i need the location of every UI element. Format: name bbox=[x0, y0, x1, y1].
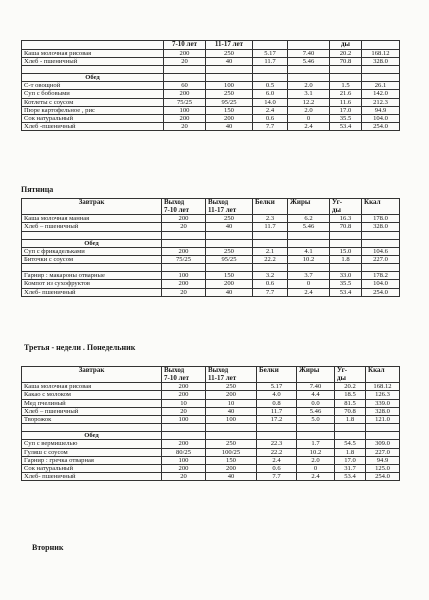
table-row bbox=[22, 456, 400, 464]
value-cell: 104.6 bbox=[362, 247, 400, 255]
value-cell: 10.2 bbox=[297, 448, 335, 456]
value-cell: 14.0 bbox=[253, 98, 288, 106]
dish-name-cell: Какао с молоком bbox=[22, 391, 162, 399]
value-cell: 7.7 bbox=[257, 473, 297, 481]
value-cell: 7.40 bbox=[288, 49, 330, 57]
table-row bbox=[22, 57, 400, 65]
value-cell: 200 bbox=[164, 115, 206, 123]
value-cell: 5.17 bbox=[253, 49, 288, 57]
value-cell: 17.2 bbox=[257, 416, 297, 424]
day-heading-friday: Пятница bbox=[21, 185, 54, 194]
dish-name-cell: Творожок bbox=[22, 416, 162, 424]
header-cell: Выход 11-17 лет bbox=[206, 199, 253, 215]
value-cell: 26.1 bbox=[362, 82, 400, 90]
value-cell: 200 bbox=[162, 247, 206, 255]
value-cell: 20.2 bbox=[335, 383, 366, 391]
dish-name-cell: Хлеб - пшеничный bbox=[22, 57, 164, 65]
table-row bbox=[22, 247, 400, 255]
value-cell: 18.5 bbox=[335, 391, 366, 399]
value-cell: 1.8 bbox=[335, 448, 366, 456]
value-cell: 100 bbox=[162, 272, 206, 280]
value-cell: 150 bbox=[206, 456, 257, 464]
value-cell: 10 bbox=[162, 399, 206, 407]
value-cell: 250 bbox=[206, 383, 257, 391]
header-cell: Выход 11-17 лет bbox=[206, 367, 257, 383]
value-cell: 22.2 bbox=[257, 448, 297, 456]
value-cell: 2.4 bbox=[288, 288, 330, 296]
value-cell: 0.8 bbox=[257, 399, 297, 407]
value-cell: 328.0 bbox=[362, 223, 400, 231]
value-cell: 20 bbox=[162, 223, 206, 231]
value-cell: 1.5 bbox=[330, 82, 362, 90]
table-header-row bbox=[22, 41, 400, 50]
header-age-11-17: 11-17 лет bbox=[206, 41, 253, 50]
header-cell: Завтрак bbox=[22, 199, 162, 215]
dish-name-cell: С-т овощной bbox=[22, 82, 164, 90]
value-cell: 212.3 bbox=[362, 98, 400, 106]
value-cell: 0 bbox=[288, 115, 330, 123]
value-cell: 2.0 bbox=[297, 456, 335, 464]
table-row bbox=[22, 106, 400, 114]
dish-name-cell: Пюре картофельное , рис bbox=[22, 106, 164, 114]
value-cell: 17.0 bbox=[330, 106, 362, 114]
value-cell: 328.0 bbox=[366, 407, 400, 415]
value-cell: 20 bbox=[162, 407, 206, 415]
value-cell: 250 bbox=[206, 247, 253, 255]
value-cell: 100/25 bbox=[206, 448, 257, 456]
value-cell: 0.0 bbox=[297, 399, 335, 407]
table-row bbox=[22, 399, 400, 407]
value-cell: 60 bbox=[164, 82, 206, 90]
dish-name-cell: Суп с бобовыми bbox=[22, 90, 164, 98]
value-cell: 70.8 bbox=[330, 57, 362, 65]
value-cell: 121.0 bbox=[366, 416, 400, 424]
value-cell: 70.8 bbox=[330, 223, 362, 231]
dish-name-cell: Хлеб- пшеничный bbox=[22, 288, 162, 296]
table-row bbox=[22, 256, 400, 264]
value-cell: 20 bbox=[162, 288, 206, 296]
table-row bbox=[22, 90, 400, 98]
value-cell: 178.2 bbox=[362, 272, 400, 280]
dish-name-cell: Сок натуральный bbox=[22, 115, 164, 123]
value-cell: 0.6 bbox=[257, 465, 297, 473]
value-cell: 53.4 bbox=[335, 473, 366, 481]
dish-name-cell: Мед пчелиный bbox=[22, 399, 162, 407]
value-cell: 2.0 bbox=[288, 106, 330, 114]
value-cell: 94.9 bbox=[366, 456, 400, 464]
value-cell: 4.1 bbox=[288, 247, 330, 255]
value-cell: 200 bbox=[206, 115, 253, 123]
value-cell: 70.8 bbox=[335, 407, 366, 415]
value-cell: 22.2 bbox=[253, 256, 288, 264]
dish-name-cell: Гуляш с соусом bbox=[22, 448, 162, 456]
section-row bbox=[22, 239, 400, 247]
value-cell: 0.6 bbox=[253, 115, 288, 123]
value-cell: 1.8 bbox=[335, 416, 366, 424]
header-carbs: ды bbox=[330, 41, 362, 50]
value-cell: 2.4 bbox=[288, 123, 330, 131]
value-cell: 100 bbox=[162, 416, 206, 424]
table-row bbox=[22, 215, 400, 223]
dish-name-cell: Каша молочная рисовая bbox=[22, 383, 162, 391]
value-cell: 40 bbox=[206, 57, 253, 65]
value-cell: 200 bbox=[162, 280, 206, 288]
table-row bbox=[22, 272, 400, 280]
value-cell: 178.0 bbox=[362, 215, 400, 223]
table-row bbox=[22, 98, 400, 106]
dish-name-cell: Гарнир : макароны отварные bbox=[22, 272, 162, 280]
value-cell: 11.7 bbox=[253, 223, 288, 231]
value-cell: 104.0 bbox=[362, 280, 400, 288]
dish-name-cell: Каша молочная рисовая bbox=[22, 49, 164, 57]
value-cell: 227.0 bbox=[362, 256, 400, 264]
value-cell: 10.2 bbox=[288, 256, 330, 264]
value-cell: 21.6 bbox=[330, 90, 362, 98]
value-cell: 328.0 bbox=[362, 57, 400, 65]
table-row bbox=[22, 473, 400, 481]
table-header-row bbox=[22, 367, 400, 383]
value-cell: 254.0 bbox=[362, 288, 400, 296]
value-cell: 200 bbox=[162, 440, 206, 448]
value-cell: 2.3 bbox=[253, 215, 288, 223]
value-cell: 339.0 bbox=[366, 399, 400, 407]
value-cell: 15.0 bbox=[330, 247, 362, 255]
value-cell: 54.5 bbox=[335, 440, 366, 448]
value-cell: 7.40 bbox=[297, 383, 335, 391]
value-cell: 4.0 bbox=[257, 391, 297, 399]
table-row bbox=[22, 280, 400, 288]
value-cell: 100 bbox=[162, 456, 206, 464]
friday-menu-table bbox=[21, 198, 400, 297]
value-cell: 200 bbox=[162, 383, 206, 391]
value-cell: 4.4 bbox=[297, 391, 335, 399]
value-cell: 7.7 bbox=[253, 123, 288, 131]
header-cell: Выход 7-10 лет bbox=[162, 367, 206, 383]
value-cell: 0.6 bbox=[253, 280, 288, 288]
dish-name-cell: Каша молочная манная bbox=[22, 215, 162, 223]
value-cell: 150 bbox=[206, 272, 253, 280]
value-cell: 2.4 bbox=[297, 473, 335, 481]
value-cell: 2.4 bbox=[253, 106, 288, 114]
day-heading-tuesday: Вторник bbox=[32, 543, 64, 552]
value-cell: 5.17 bbox=[257, 383, 297, 391]
value-cell: 17.0 bbox=[335, 456, 366, 464]
value-cell: 31.7 bbox=[335, 465, 366, 473]
value-cell: 200 bbox=[164, 49, 206, 57]
value-cell: 100 bbox=[164, 106, 206, 114]
dish-name-cell: Биточки с соусом bbox=[22, 256, 162, 264]
value-cell: 2.0 bbox=[288, 82, 330, 90]
value-cell: 309.0 bbox=[366, 440, 400, 448]
value-cell: 150 bbox=[206, 106, 253, 114]
value-cell: 53.4 bbox=[330, 123, 362, 131]
value-cell: 7.7 bbox=[253, 288, 288, 296]
header-cell: Белки bbox=[257, 367, 297, 383]
value-cell: 20 bbox=[164, 123, 206, 131]
value-cell: 250 bbox=[206, 440, 257, 448]
header-cell: Уг- ды bbox=[330, 199, 362, 215]
header-cell: Ккал bbox=[362, 199, 400, 215]
value-cell: 95/25 bbox=[206, 98, 253, 106]
table-row bbox=[22, 440, 400, 448]
value-cell: 11.7 bbox=[257, 407, 297, 415]
header-age-7-10: 7-10 лет bbox=[164, 41, 206, 50]
value-cell: 254.0 bbox=[366, 473, 400, 481]
value-cell: 20 bbox=[164, 57, 206, 65]
value-cell: 100 bbox=[206, 82, 253, 90]
table-row bbox=[22, 82, 400, 90]
header-cell: Ккал bbox=[366, 367, 400, 383]
header-cell: Жиры bbox=[288, 199, 330, 215]
value-cell: 6.0 bbox=[253, 90, 288, 98]
dish-name-cell: Хлеб- пшеничный bbox=[22, 473, 162, 481]
header-cell: Уг- ды bbox=[335, 367, 366, 383]
value-cell: 2.4 bbox=[257, 456, 297, 464]
value-cell: 20.2 bbox=[330, 49, 362, 57]
dish-name-cell: Суп с вермишелью bbox=[22, 440, 162, 448]
value-cell: 33.0 bbox=[330, 272, 362, 280]
header-cell: Жиры bbox=[297, 367, 335, 383]
value-cell: 1.8 bbox=[330, 256, 362, 264]
table-row bbox=[22, 416, 400, 424]
value-cell: 35.5 bbox=[330, 280, 362, 288]
section-label: Обед bbox=[22, 74, 164, 82]
table-row bbox=[22, 391, 400, 399]
value-cell: 3.1 bbox=[288, 90, 330, 98]
value-cell: 40 bbox=[206, 288, 253, 296]
value-cell: 3.7 bbox=[288, 272, 330, 280]
table-row bbox=[22, 383, 400, 391]
header-cell: Завтрак bbox=[22, 367, 162, 383]
value-cell: 11.7 bbox=[253, 57, 288, 65]
value-cell: 16.3 bbox=[330, 215, 362, 223]
value-cell: 40 bbox=[206, 123, 253, 131]
section-row bbox=[22, 432, 400, 440]
value-cell: 5.46 bbox=[288, 223, 330, 231]
table-row bbox=[22, 288, 400, 296]
value-cell: 2.1 bbox=[253, 247, 288, 255]
value-cell: 104.0 bbox=[362, 115, 400, 123]
value-cell: 200 bbox=[164, 90, 206, 98]
table-row bbox=[22, 407, 400, 415]
table-row bbox=[22, 223, 400, 231]
section-label: Обед bbox=[22, 432, 162, 440]
value-cell: 40 bbox=[206, 407, 257, 415]
table-header-row bbox=[22, 199, 400, 215]
value-cell: 100 bbox=[206, 416, 257, 424]
header-cell: Белки bbox=[253, 199, 288, 215]
value-cell: 95/25 bbox=[206, 256, 253, 264]
value-cell: 40 bbox=[206, 473, 257, 481]
table-row bbox=[22, 115, 400, 123]
value-cell: 250 bbox=[206, 215, 253, 223]
section-label: Обед bbox=[22, 239, 162, 247]
value-cell: 22.3 bbox=[257, 440, 297, 448]
value-cell: 200 bbox=[162, 465, 206, 473]
value-cell: 80/25 bbox=[162, 448, 206, 456]
table-row bbox=[22, 49, 400, 57]
value-cell: 11.6 bbox=[330, 98, 362, 106]
value-cell: 1.7 bbox=[297, 440, 335, 448]
week-heading: Третья - недели . Понедельник bbox=[24, 343, 136, 352]
value-cell: 227.0 bbox=[366, 448, 400, 456]
value-cell: 200 bbox=[206, 465, 257, 473]
dish-name-cell: Хлеб – пшеничный bbox=[22, 407, 162, 415]
value-cell: 200 bbox=[206, 391, 257, 399]
value-cell: 126.3 bbox=[366, 391, 400, 399]
value-cell: 3.2 bbox=[253, 272, 288, 280]
value-cell: 168.12 bbox=[362, 49, 400, 57]
value-cell: 254.0 bbox=[362, 123, 400, 131]
value-cell: 0.5 bbox=[253, 82, 288, 90]
dish-name-cell: Хлеб -пшеничный bbox=[22, 123, 164, 131]
week3-monday-menu-table bbox=[21, 366, 400, 481]
value-cell: 94.9 bbox=[362, 106, 400, 114]
value-cell: 142.0 bbox=[362, 90, 400, 98]
section-row bbox=[22, 74, 400, 82]
top-menu-table bbox=[21, 40, 400, 131]
value-cell: 5.46 bbox=[288, 57, 330, 65]
value-cell: 81.5 bbox=[335, 399, 366, 407]
dish-name-cell: Компот из сухофруктов bbox=[22, 280, 162, 288]
value-cell: 40 bbox=[206, 223, 253, 231]
dish-name-cell: Суп с фрикадельками bbox=[22, 247, 162, 255]
header-cell: Выход 7-10 лет bbox=[162, 199, 206, 215]
dish-name-cell: Хлеб – пшеничный bbox=[22, 223, 162, 231]
value-cell: 0 bbox=[288, 280, 330, 288]
dish-name-cell: Котлеты с соусом bbox=[22, 98, 164, 106]
value-cell: 5.0 bbox=[297, 416, 335, 424]
table-row bbox=[22, 465, 400, 473]
dish-name-cell: Сок натуральный bbox=[22, 465, 162, 473]
table-row bbox=[22, 448, 400, 456]
dish-name-cell: Гарнир : гречка отварная bbox=[22, 456, 162, 464]
value-cell: 75/25 bbox=[164, 98, 206, 106]
value-cell: 250 bbox=[206, 49, 253, 57]
value-cell: 10 bbox=[206, 399, 257, 407]
value-cell: 168.12 bbox=[366, 383, 400, 391]
value-cell: 200 bbox=[206, 280, 253, 288]
value-cell: 200 bbox=[162, 391, 206, 399]
value-cell: 20 bbox=[162, 473, 206, 481]
value-cell: 200 bbox=[162, 215, 206, 223]
value-cell: 53.4 bbox=[330, 288, 362, 296]
value-cell: 250 bbox=[206, 90, 253, 98]
value-cell: 6.2 bbox=[288, 215, 330, 223]
value-cell: 35.5 bbox=[330, 115, 362, 123]
value-cell: 5.46 bbox=[297, 407, 335, 415]
table-row bbox=[22, 123, 400, 131]
value-cell: 12.2 bbox=[288, 98, 330, 106]
value-cell: 125.0 bbox=[366, 465, 400, 473]
value-cell: 75/25 bbox=[162, 256, 206, 264]
value-cell: 0 bbox=[297, 465, 335, 473]
